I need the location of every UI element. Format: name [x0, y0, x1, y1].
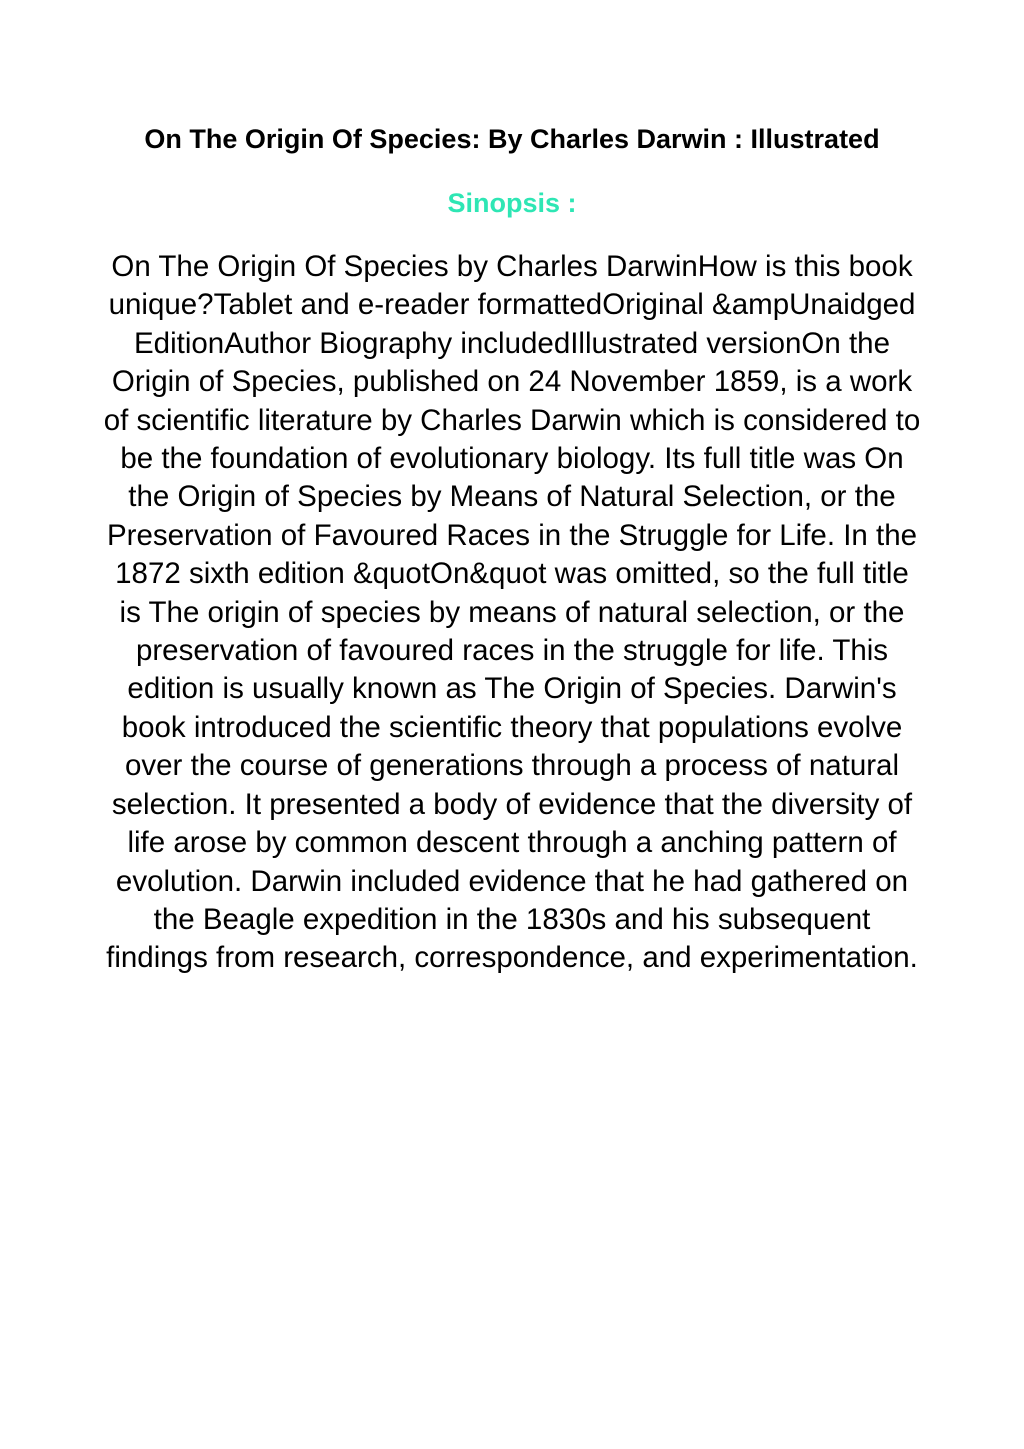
synopsis-line: book introduced the scientific theory that populations evolve — [121, 710, 903, 744]
synopsis-line: EditionAuthor Biography includedIllustrated versionOn the — [134, 326, 890, 360]
synopsis-line: the Beagle expedition in the 1830s and his subsequent — [153, 902, 871, 936]
synopsis-line: the Origin of Species by Means of Natural Selection, or the — [128, 480, 896, 514]
synopsis-line: evolution. Darwin included evidence that he had gathered on — [115, 864, 909, 898]
synopsis-line: On The Origin Of Species by Charles DarwinHow is this book — [111, 250, 913, 283]
synopsis-line: Preservation of Favoured Races in the Struggle for Life. In the — [106, 518, 918, 552]
synopsis-line: Origin of Species, published on 24 November 1859, is a work — [111, 365, 913, 399]
synopsis-paragraph — [50, 248, 974, 978]
synopsis-line: unique?Tablet and e-reader formattedOriginal &ampUnaidged — [108, 288, 916, 322]
synopsis-line: findings from research, correspondence, and experimentation. — [106, 941, 918, 975]
synopsis-line: selection. It presented a body of evidence that the diversity of — [111, 787, 913, 821]
synopsis-line: edition is usually known as The Origin of Species. Darwin's — [127, 672, 897, 706]
section-heading-sinopsis: Sinopsis : — [447, 188, 577, 218]
synopsis-line: of scientific literature by Charles Darwin which is considered to — [103, 403, 921, 437]
synopsis-line: 1872 sixth edition &quotOn&quot was omitted, so the full title — [115, 557, 909, 591]
synopsis-line: life arose by common descent through a anching pattern of — [127, 826, 897, 860]
synopsis-line: preservation of favoured races in the struggle for life. This — [135, 634, 889, 668]
document-title: On The Origin Of Species: By Charles Darwin : Illustrated — [144, 124, 880, 154]
synopsis-line: over the course of generations through a process of natural — [124, 749, 900, 783]
synopsis-line: be the foundation of evolutionary biology. Its full title was On — [120, 442, 904, 476]
synopsis-line: is The origin of species by means of natural selection, or the — [119, 595, 905, 629]
